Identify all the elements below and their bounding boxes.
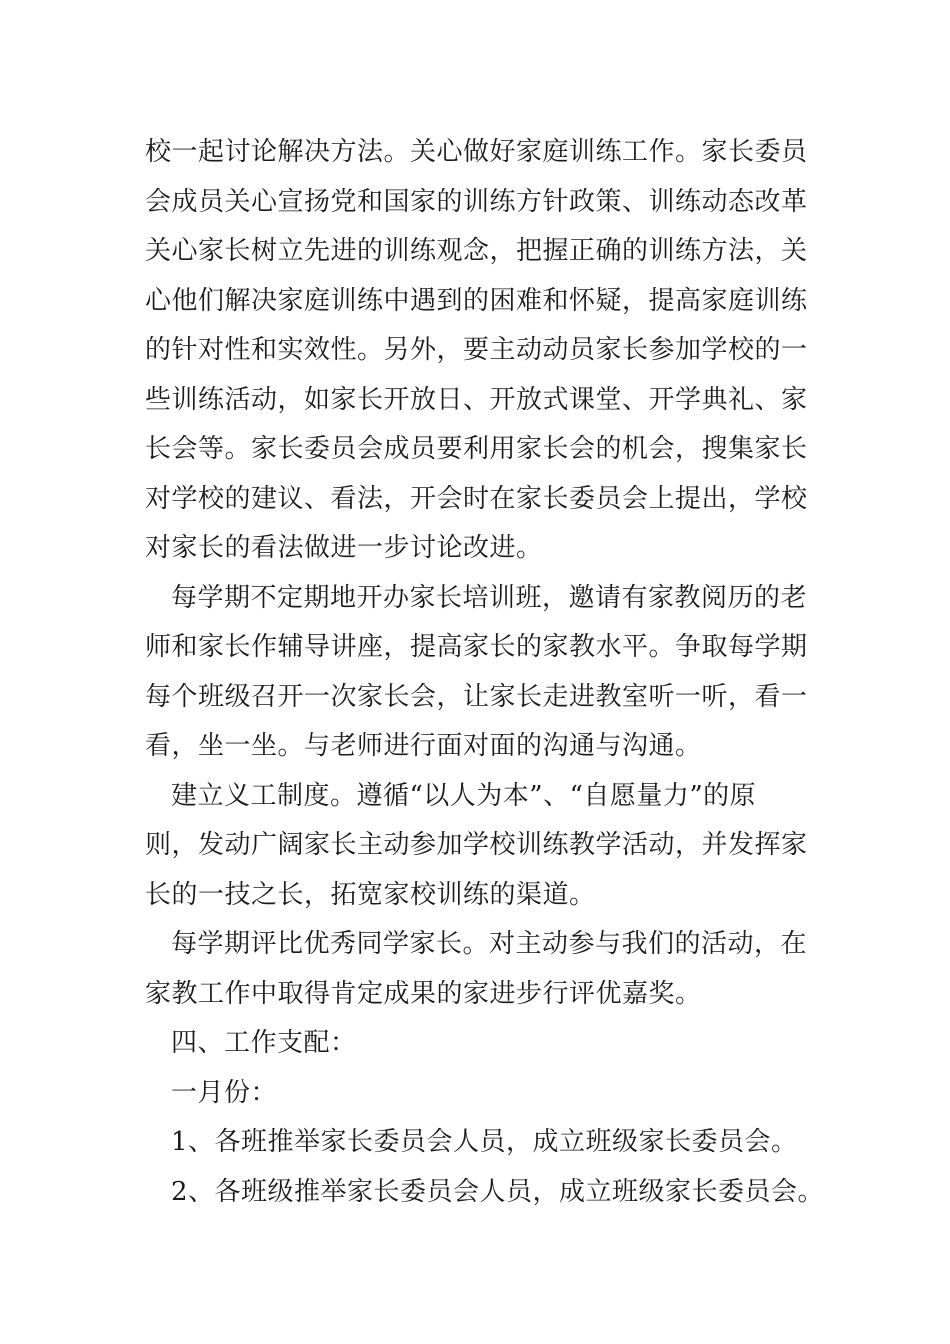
list-item: 2、各班级推举家长委员会人员，成立班级家长委员会。 <box>171 1176 825 1207</box>
text-line: 长会等。家长委员会成员要利用家长会的机会，搜集家长 <box>145 434 808 464</box>
section-heading: 四、工作支配： <box>171 1028 357 1058</box>
document-page <box>145 128 825 1217</box>
text-line: 建立义工制度。遵循“以人为本”、“自愿量力”的原 <box>171 780 757 811</box>
text-line: 长的一技之长，拓宽家校训练的渠道。 <box>145 879 596 910</box>
text-line: 心他们解决家庭训练中遇到的困难和怀疑，提高家庭训练 <box>145 285 808 316</box>
text-line: 每个班级召开一次家长会，让家长走进教室听一听，看一 <box>145 681 808 712</box>
text-line: 些训练活动，如家长开放日、开放式课堂、开学典礼、家 <box>145 384 808 415</box>
text-line: 关心家长树立先进的训练观念，把握正确的训练方法，关 <box>145 236 808 266</box>
text-line: 的针对性和实效性。另外，要主动动员家长参加学校的一 <box>145 335 808 365</box>
text-line: 对家长的看法做进一步讨论改进。 <box>145 533 543 563</box>
document-body <box>145 128 825 1217</box>
text-line: 校一起讨论解决方法。关心做好家庭训练工作。家长委员 <box>145 137 808 167</box>
text-line: 对学校的建议、看法，开会时在家长委员会上提出，学校 <box>145 483 808 514</box>
subheading: 一月份： <box>171 1077 278 1108</box>
text-line: 每学期评比优秀同学家长。对主动参与我们的活动，在 <box>171 929 808 959</box>
text-line: 每学期不定期地开办家长培训班，邀请有家教阅历的老 <box>171 582 808 613</box>
text-line: 家教工作中取得肯定成果的家进步行评优嘉奖。 <box>145 978 702 1009</box>
text-line: 会成员关心宣扬党和国家的训练方针政策、训练动态改革 <box>145 186 808 217</box>
text-line: 师和家长作辅导讲座，提高家长的家教水平。争取每学期 <box>145 632 808 662</box>
text-line: 看，坐一坐。与老师进行面对面的沟通与沟通。 <box>145 731 702 761</box>
text-line: 则，发动广阔家长主动参加学校训练教学活动，并发挥家 <box>145 830 808 860</box>
list-item: 1、各班推举家长委员会人员，成立班级家长委员会。 <box>171 1127 798 1157</box>
